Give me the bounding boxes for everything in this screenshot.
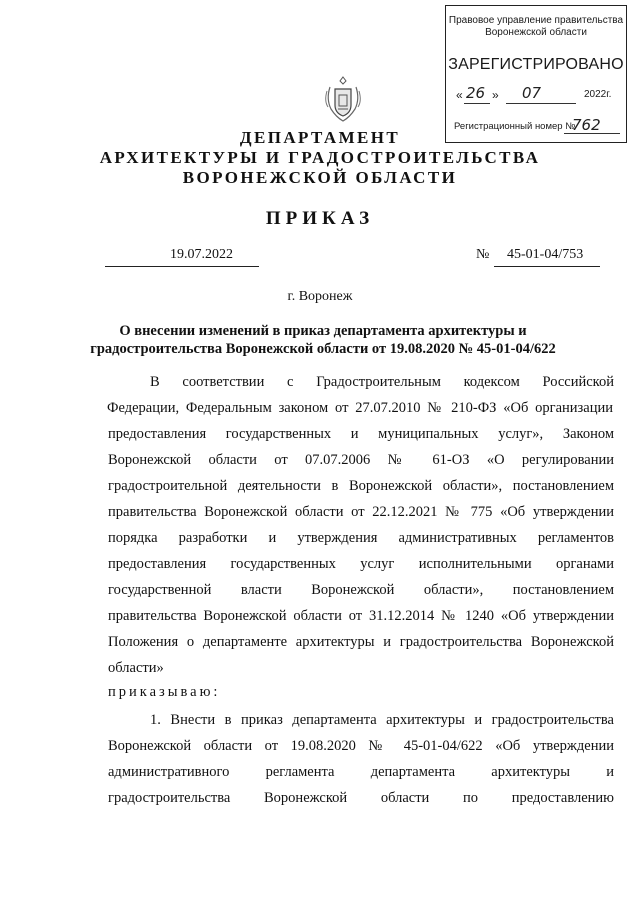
stamp-reg-number: 762 <box>572 116 601 134</box>
order-number-sign: № <box>476 247 490 262</box>
body-line: В соответствии с Градостроительным кодексом Российской <box>150 374 614 390</box>
order-date: 19.07.2022 <box>170 247 233 262</box>
item-line: административного регламента департамента архитектуры и <box>108 764 614 780</box>
body-line: предоставления государственных услуг исполнительными органами <box>108 556 614 572</box>
coat-of-arms-icon <box>322 75 364 125</box>
registration-stamp <box>445 5 627 143</box>
decree-word: приказываю: <box>108 684 221 700</box>
body-line: порядка разработки и утверждения административных регламентов <box>108 530 614 546</box>
body-line: государственной власти Воронежской области», постановлением <box>108 582 614 598</box>
stamp-registered: ЗАРЕГИСТРИРОВАНО <box>448 56 624 73</box>
stamp-month-underline <box>506 103 576 104</box>
stamp-quote-close: » <box>492 88 499 102</box>
department-line-1: ДЕПАРТАМЕНТ <box>239 128 401 147</box>
order-date-underline <box>105 266 259 267</box>
order-subject <box>70 322 576 358</box>
item-line: Воронежской области от 19.08.2020 № 45-01-04/622 «Об утверждении <box>108 738 614 754</box>
order-title: ПРИКАЗ <box>265 208 375 229</box>
body-line: Федерации, Федеральным законом от 27.07.2010 № 210-ФЗ «Об организации <box>107 400 613 416</box>
stamp-month: 07 <box>522 84 542 102</box>
stamp-reg-label: Регистрационный номер № <box>454 121 576 132</box>
order-city: г. Воронеж <box>287 289 353 304</box>
body-line: Положения о департаменте архитектуры и градостроительства Воронежской <box>108 634 614 650</box>
stamp-line-2: Воронежской области <box>485 27 587 38</box>
stamp-quote-open: « <box>456 88 463 102</box>
body-line: области» <box>108 660 164 676</box>
order-number: 45-01-04/753 <box>507 247 584 262</box>
body-line: предоставления государственных и муниципальных услуг», Законом <box>108 426 614 442</box>
body-line: Воронежской области от 07.07.2006 № 61-ОЗ «О регулировании <box>108 452 614 468</box>
item-line: 1. Внести в приказ департамента архитектуры и градостроительства <box>150 712 614 728</box>
department-line-3: ВОРОНЕЖСКОЙ ОБЛАСТИ <box>182 168 458 187</box>
stamp-date <box>456 84 620 106</box>
order-number-underline <box>494 266 600 267</box>
stamp-day: 26 <box>466 84 486 102</box>
body-line: правительства Воронежской области от 31.12.2014 № 1240 «Об утверждении <box>108 608 614 624</box>
stamp-day-underline <box>464 103 490 104</box>
department-line-2: АРХИТЕКТУРЫ И ГРАДОСТРОИТЕЛЬСТВА <box>99 148 541 167</box>
body-line: правительства Воронежской области от 22.12.2021 № 775 «Об утверждении <box>108 504 614 520</box>
body-line: градостроительной деятельности в Воронежской области», постановлением <box>108 478 614 494</box>
subject-line-2: градостроительства Воронежской области от 19.08.2020 № 45-01-04/622 <box>90 341 556 357</box>
stamp-year: 2022г. <box>584 89 612 100</box>
stamp-line-1: Правовое управление правительства <box>448 15 624 26</box>
subject-line-1: О внесении изменений в приказ департамента архитектуры и <box>119 323 527 339</box>
item-line: градостроительства Воронежской области по предоставлению <box>108 790 614 806</box>
